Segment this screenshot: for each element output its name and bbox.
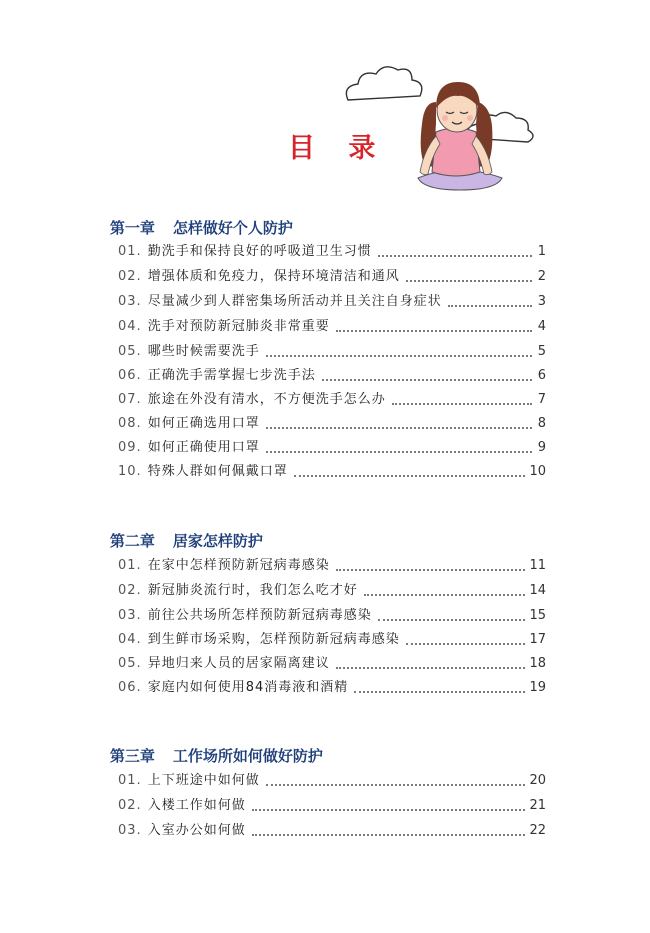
toc-entry[interactable]: [118, 630, 546, 650]
entry-number: 05.: [118, 344, 142, 359]
toc-entry[interactable]: [118, 366, 546, 386]
entry-number: 02.: [118, 269, 142, 284]
entry-number: 07.: [118, 392, 142, 407]
entry-page: 10: [529, 464, 546, 479]
entry-title: 入室办公如何做: [147, 823, 246, 838]
entry-title: 家庭内如何使用84消毒液和酒精: [147, 680, 349, 695]
dot-leader: [392, 403, 532, 405]
entry-number: 02.: [118, 583, 142, 598]
entry-number: 03.: [118, 823, 142, 838]
toc-entry[interactable]: [118, 796, 546, 816]
toc-entry[interactable]: [118, 390, 546, 410]
dot-leader: [266, 451, 532, 453]
entry-page: 4: [537, 319, 546, 334]
entry-page: 18: [529, 656, 546, 671]
toc-entry[interactable]: [118, 654, 546, 674]
dot-leader: [378, 255, 532, 257]
entry-page: 6: [537, 368, 546, 383]
entry-title: 在家中怎样预防新冠病毒感染: [147, 558, 330, 573]
chapter-name: 工作场所如何做好防护: [172, 747, 323, 765]
entry-number: 03.: [118, 608, 142, 623]
entry-number: 01.: [118, 773, 142, 788]
dot-leader: [406, 643, 526, 645]
dot-leader: [378, 619, 526, 621]
entry-title: 旅途在外没有清水，不方便洗手怎么办: [147, 392, 386, 407]
chapter-label: 第二章: [109, 532, 155, 550]
chapter-label: 第一章: [109, 219, 155, 237]
entry-page: 2: [537, 269, 546, 284]
entry-number: 01.: [118, 558, 142, 573]
entry-title: 正确洗手需掌握七步洗手法: [147, 368, 316, 383]
toc-entry[interactable]: [118, 556, 546, 576]
entry-page: 1: [537, 244, 546, 259]
entry-number: 05.: [118, 656, 142, 671]
entry-number: 06.: [118, 368, 142, 383]
dot-leader: [322, 379, 532, 381]
entry-title: 尽量减少到人群密集场所活动并且关注自身症状: [147, 294, 442, 309]
toc-entry[interactable]: [118, 267, 546, 287]
entry-page: 15: [529, 608, 546, 623]
toc-entry[interactable]: [118, 438, 546, 458]
entry-page: 19: [529, 680, 546, 695]
dot-leader: [364, 594, 526, 596]
entry-page: 11: [529, 558, 546, 573]
entry-title: 增强体质和免疫力，保持环境清洁和通风: [147, 269, 400, 284]
entry-page: 14: [529, 583, 546, 598]
entry-title: 如何正确使用口罩: [147, 440, 260, 455]
entry-number: 03.: [118, 294, 142, 309]
toc-entry[interactable]: [118, 821, 546, 841]
entry-page: 20: [529, 773, 546, 788]
dot-leader: [252, 834, 526, 836]
entry-title: 特殊人群如何佩戴口罩: [147, 464, 288, 479]
entry-page: 22: [529, 823, 546, 838]
entry-title: 到生鲜市场采购，怎样预防新冠病毒感染: [147, 632, 400, 647]
entry-title: 哪些时候需要洗手: [147, 344, 260, 359]
entry-page: 3: [537, 294, 546, 309]
entry-title: 异地归来人员的居家隔离建议: [147, 656, 330, 671]
entry-number: 04.: [118, 632, 142, 647]
dot-leader: [448, 305, 532, 307]
toc-entry[interactable]: [118, 242, 546, 262]
entry-page: 8: [537, 416, 546, 431]
dot-leader: [406, 280, 532, 282]
toc-entry[interactable]: [118, 414, 546, 434]
chapter-label: 第三章: [109, 747, 155, 765]
toc-entry[interactable]: [118, 581, 546, 601]
entry-number: 10.: [118, 464, 142, 479]
chapter-name: 怎样做好个人防护: [172, 219, 293, 237]
toc-entry[interactable]: [118, 317, 546, 337]
dot-leader: [266, 427, 532, 429]
chapter-name: 居家怎样防护: [172, 532, 263, 550]
entry-page: 5: [537, 344, 546, 359]
dot-leader: [354, 691, 525, 693]
toc-entry[interactable]: [118, 462, 546, 482]
entry-title: 如何正确选用口罩: [147, 416, 260, 431]
toc-entry[interactable]: [118, 292, 546, 312]
entry-number: 01.: [118, 244, 142, 259]
dot-leader: [266, 355, 532, 357]
page-title: 目 录: [288, 133, 388, 164]
dot-leader: [336, 667, 526, 669]
entry-page: 17: [529, 632, 546, 647]
dot-leader: [266, 784, 526, 786]
toc-entry[interactable]: [118, 342, 546, 362]
entry-number: 06.: [118, 680, 142, 695]
dot-leader: [252, 809, 526, 811]
dot-leader: [294, 475, 526, 477]
dot-leader: [336, 330, 532, 332]
entry-number: 09.: [118, 440, 142, 455]
toc-entry[interactable]: [118, 771, 546, 791]
meditating-girl-with-clouds-icon: [340, 52, 540, 197]
entry-title: 入楼工作如何做: [147, 798, 246, 813]
entry-title: 上下班途中如何做: [147, 773, 260, 788]
entry-title: 勤洗手和保持良好的呼吸道卫生习惯: [147, 244, 372, 259]
entry-number: 02.: [118, 798, 142, 813]
dot-leader: [336, 569, 526, 571]
toc-entry[interactable]: [118, 678, 546, 698]
entry-title: 新冠肺炎流行时，我们怎么吃才好: [147, 583, 358, 598]
entry-page: 7: [537, 392, 546, 407]
entry-number: 08.: [118, 416, 142, 431]
toc-entry[interactable]: [118, 606, 546, 626]
entry-title: 洗手对预防新冠肺炎非常重要: [147, 319, 330, 334]
entry-number: 04.: [118, 319, 142, 334]
entry-page: 21: [529, 798, 546, 813]
entry-page: 9: [537, 440, 546, 455]
entry-title: 前往公共场所怎样预防新冠病毒感染: [147, 608, 372, 623]
